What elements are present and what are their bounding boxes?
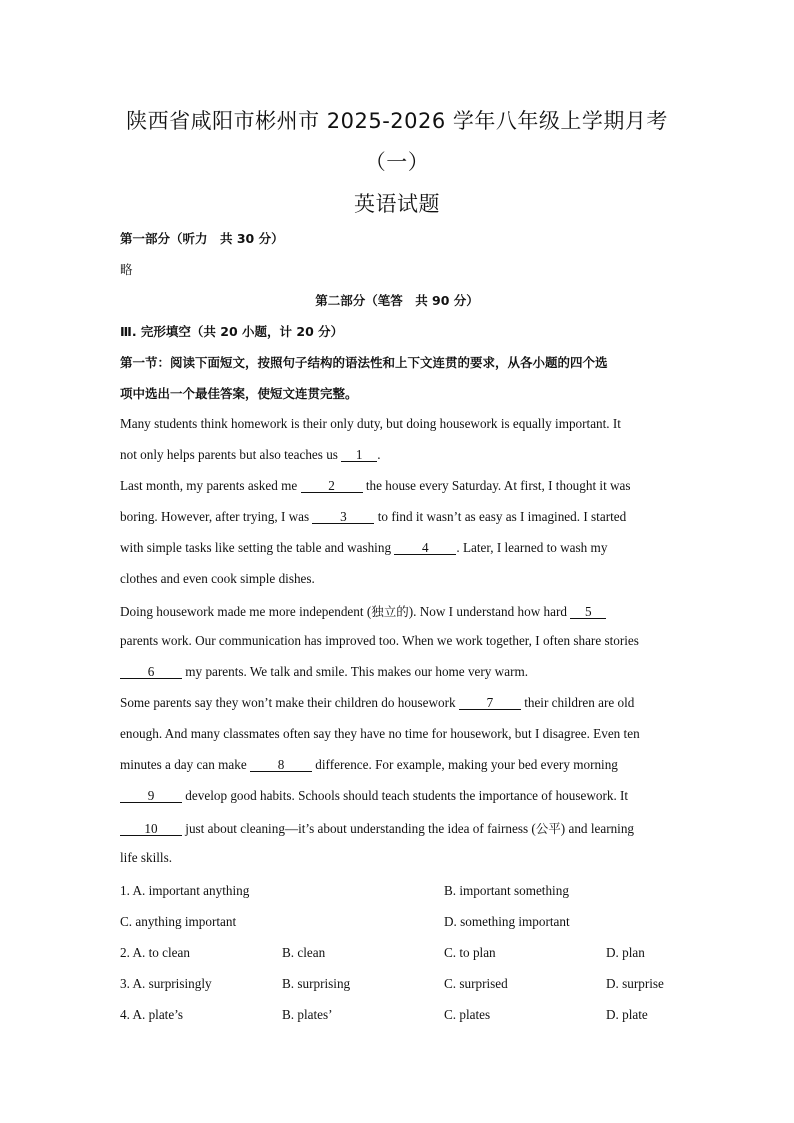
part1-note: 略 — [120, 262, 133, 277]
passage-line — [120, 478, 631, 494]
passage-line: Many students think homework is their only duty, but doing housework is equally important. It — [120, 416, 621, 431]
blank-5: 5 — [570, 605, 606, 619]
passage-text: difference. For example, making your bed every morning — [312, 757, 618, 772]
blank-2: 2 — [301, 479, 363, 493]
blank-3: 3 — [312, 510, 374, 524]
q1-option-b[interactable]: B. important something — [444, 883, 569, 898]
chinese-gloss: 独立的 — [371, 604, 409, 619]
blank-4: 4 — [394, 541, 456, 555]
q2-option-b[interactable]: B. clean — [282, 945, 326, 960]
part1-heading: 第一部分（听力 共 30 分） — [120, 231, 284, 246]
passage-text: just about cleaning—it’s about understanding the idea of fairness ( — [182, 821, 536, 836]
exam-title-sub: （一） — [364, 150, 430, 174]
passage-text: ) and learning — [560, 821, 635, 836]
passage-text: boring. However, after trying, I was — [120, 509, 313, 524]
q4-option-a[interactable]: 4. A. plate’s — [120, 1007, 183, 1022]
passage-text: Some parents say they won’t make their children do housework — [120, 695, 459, 710]
passage-text: the house every Saturday. At first, I thought it was — [362, 478, 631, 493]
chinese-gloss: 公平 — [535, 821, 561, 836]
q4-option-d[interactable]: D. plate — [606, 1007, 648, 1022]
blank-1: 1 — [341, 448, 377, 462]
q3-option-b[interactable]: B. surprising — [282, 976, 351, 991]
blank-9: 9 — [120, 789, 182, 803]
passage-text: develop good habits. Schools should teach students the importance of housework. It — [182, 788, 629, 803]
instruction-line-1: 第一节：阅读下面短文，按照句子结构的语法性和上下文连贯的要求，从各小题的四个选 — [120, 355, 608, 370]
blank-10: 10 — [120, 822, 182, 836]
passage-line — [120, 509, 626, 525]
passage-line — [120, 664, 528, 680]
blank-8: 8 — [250, 758, 312, 772]
q1-option-c[interactable]: C. anything important — [120, 914, 237, 929]
passage-text: their children are old — [520, 695, 635, 710]
q1-option-a[interactable]: 1. A. important anything — [120, 883, 250, 898]
q3-option-d[interactable]: D. surprise — [606, 976, 664, 991]
passage-text: not only helps parents but also teaches us — [120, 447, 342, 462]
q4-option-c[interactable]: C. plates — [444, 1007, 491, 1022]
q3-option-a[interactable]: 3. A. surprisingly — [120, 976, 212, 991]
passage-line: life skills. — [120, 850, 173, 865]
blank-7: 7 — [459, 696, 521, 710]
passage-line — [120, 602, 606, 620]
passage-line — [120, 788, 628, 804]
q1-option-d[interactable]: D. something important — [444, 914, 570, 929]
q3-option-c[interactable]: C. surprised — [444, 976, 508, 991]
q4-option-b[interactable]: B. plates’ — [282, 1007, 333, 1022]
q2-option-a[interactable]: 2. A. to clean — [120, 945, 190, 960]
passage-line: clothes and even cook simple dishes. — [120, 571, 315, 586]
part2-heading: 第二部分（笔答 共 90 分） — [315, 293, 479, 308]
passage-line — [120, 819, 634, 837]
q2-option-d[interactable]: D. plan — [606, 945, 645, 960]
passage-line — [120, 447, 381, 463]
passage-text: . Later, I learned to wash my — [456, 540, 608, 555]
blank-6: 6 — [120, 665, 182, 679]
exam-title: 陕西省咸阳市彬州市 2025-2026 学年八年级上学期月考 — [126, 109, 668, 133]
passage-text: ). Now I understand how hard — [408, 604, 571, 619]
passage-text: to find it wasn’t as easy as I imagined. I started — [374, 509, 627, 524]
q2-option-c[interactable]: C. to plan — [444, 945, 496, 960]
passage-text: Last month, my parents asked me — [120, 478, 301, 493]
passage-line: parents work. Our communication has improved too. When we work together, I often share stories — [120, 633, 639, 648]
passage-text: with simple tasks like setting the table and washing — [120, 540, 395, 555]
passage-line — [120, 757, 618, 773]
section-heading: Ⅲ. 完形填空（共 20 小题，计 20 分） — [120, 324, 344, 339]
passage-line — [120, 540, 607, 556]
passage-text: minutes a day can make — [120, 757, 250, 772]
passage-line — [120, 695, 634, 711]
subject-title: 英语试题 — [354, 192, 440, 216]
passage-line: enough. And many classmates often say they have no time for housework, but I disagree. Even ten — [120, 726, 640, 741]
passage-text: . — [377, 447, 381, 462]
instruction-line-2: 项中选出一个最佳答案，使短文连贯完整。 — [120, 386, 358, 401]
passage-text: my parents. We talk and smile. This makes our home very warm. — [182, 664, 529, 679]
passage-text: Doing housework made me more independent ( — [120, 604, 372, 619]
